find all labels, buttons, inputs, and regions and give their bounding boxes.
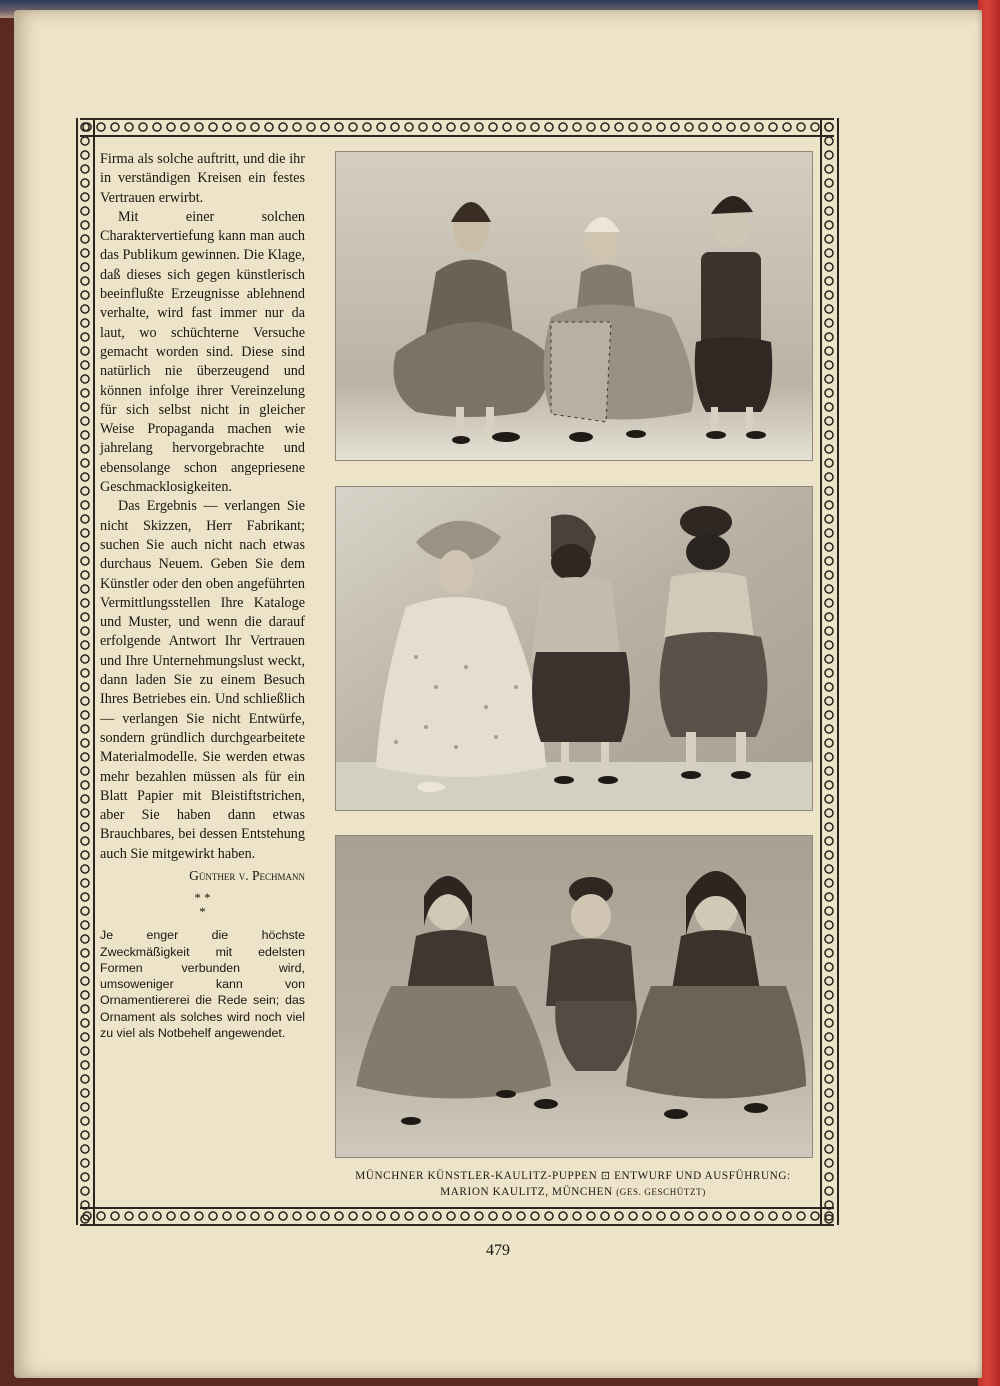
section-divider-stars (100, 891, 305, 919)
doll-photo-1 (335, 151, 813, 461)
photo-caption (330, 1168, 816, 1200)
ornamental-border-top (80, 120, 834, 134)
caption-line-2 (330, 1184, 816, 1200)
border-rule-right-inner (837, 118, 839, 1225)
author-signature: Günther v. Pechmann (189, 867, 305, 883)
doll-photo-1-image (336, 152, 812, 460)
doll-photo-2 (335, 486, 813, 811)
book-page (14, 10, 982, 1378)
doll-photo-3 (335, 835, 813, 1158)
paragraph-2: Mit einer solchen Charaktervertiefung kann man auch das Publikum gewinnen. Die Klage, daß dieses sich gegen künstlerisch beeinflußte Erzeugnisse ablehnend verhalte, wird fast immer nur da laut, wo schüchterne Versuche gemacht worden sind. Diese sind natürlich nie überzeugend und können infolge ihrer Vereinzelung für sich selbst nicht in gleicher Weise Propaganda machen wie jahrelang hervorgebrachte und ebensolange schon angepriesene Geschmacklosigkeiten. (100, 208, 305, 496)
border-rule-left (76, 118, 78, 1225)
page-number: 479 (486, 1242, 510, 1259)
border-rule-right (820, 118, 822, 1225)
article-text-column (100, 150, 305, 1041)
border-rule-top (80, 118, 834, 120)
caption-line-1: MÜNCHNER KÜNSTLER-KAULITZ-PUPPEN ⊡ ENTWURF UND AUSFÜHRUNG: (355, 1170, 791, 1182)
paragraph-3: Das Ergebnis — verlangen Sie nicht Skizzen, Herr Fabrikant; suchen Sie auch nicht nach etwas durchaus Neuem. Geben Sie dem Künstler oder den oben angeführten Vermittlungsstellen Ihre Kataloge und Muster, und wenn die darauf erfolgende Antwort Ihr Vertrauen und Ihre Unternehmungslust weckt, dann laden Sie zu einem Besuch Ihres Betriebes ein. Und schließlich — verlangen Sie nicht Entwürfe, sondern gründlich durchgearbeitete Materialmodelle. Sie werden etwas mehr bezahlen müssen als für ein Blatt Papier mit Bleistiftstrichen, aber Sie haben dann etwas Brauchbares, bei dessen Entstehung auch Sie mitgewirkt haben. (100, 498, 305, 862)
doll-photo-2-image (336, 487, 812, 810)
stars-text: * * * (194, 890, 211, 920)
border-rule-bottom-inner (80, 1224, 834, 1226)
border-rule-left-inner (93, 118, 95, 1225)
ornamental-border-left (78, 120, 92, 1225)
doll-photo-3-image (336, 836, 812, 1157)
ornamental-border-bottom (80, 1209, 834, 1223)
ornamental-border-right (822, 120, 836, 1225)
border-rule-top-inner (80, 135, 834, 137)
caption-copyright-note: (GES. GESCHÜTZT) (616, 1187, 706, 1197)
border-rule-bottom (80, 1207, 834, 1209)
closing-quote: Je enger die höchste Zweckmäßigkeit mit edelsten Formen verbunden wird, umsoweniger kann von Ornamentiererei die Rede sein; das Ornament als solches wird noch viel zu viel als Notbehelf angewendet. (100, 928, 305, 1041)
paragraph-1: Firma als solche auftritt, und die ihr in verständigen Kreisen ein festes Vertrauen erwirbt. (100, 151, 305, 206)
caption-line-2-main: MARION KAULITZ, MÜNCHEN (440, 1186, 613, 1198)
